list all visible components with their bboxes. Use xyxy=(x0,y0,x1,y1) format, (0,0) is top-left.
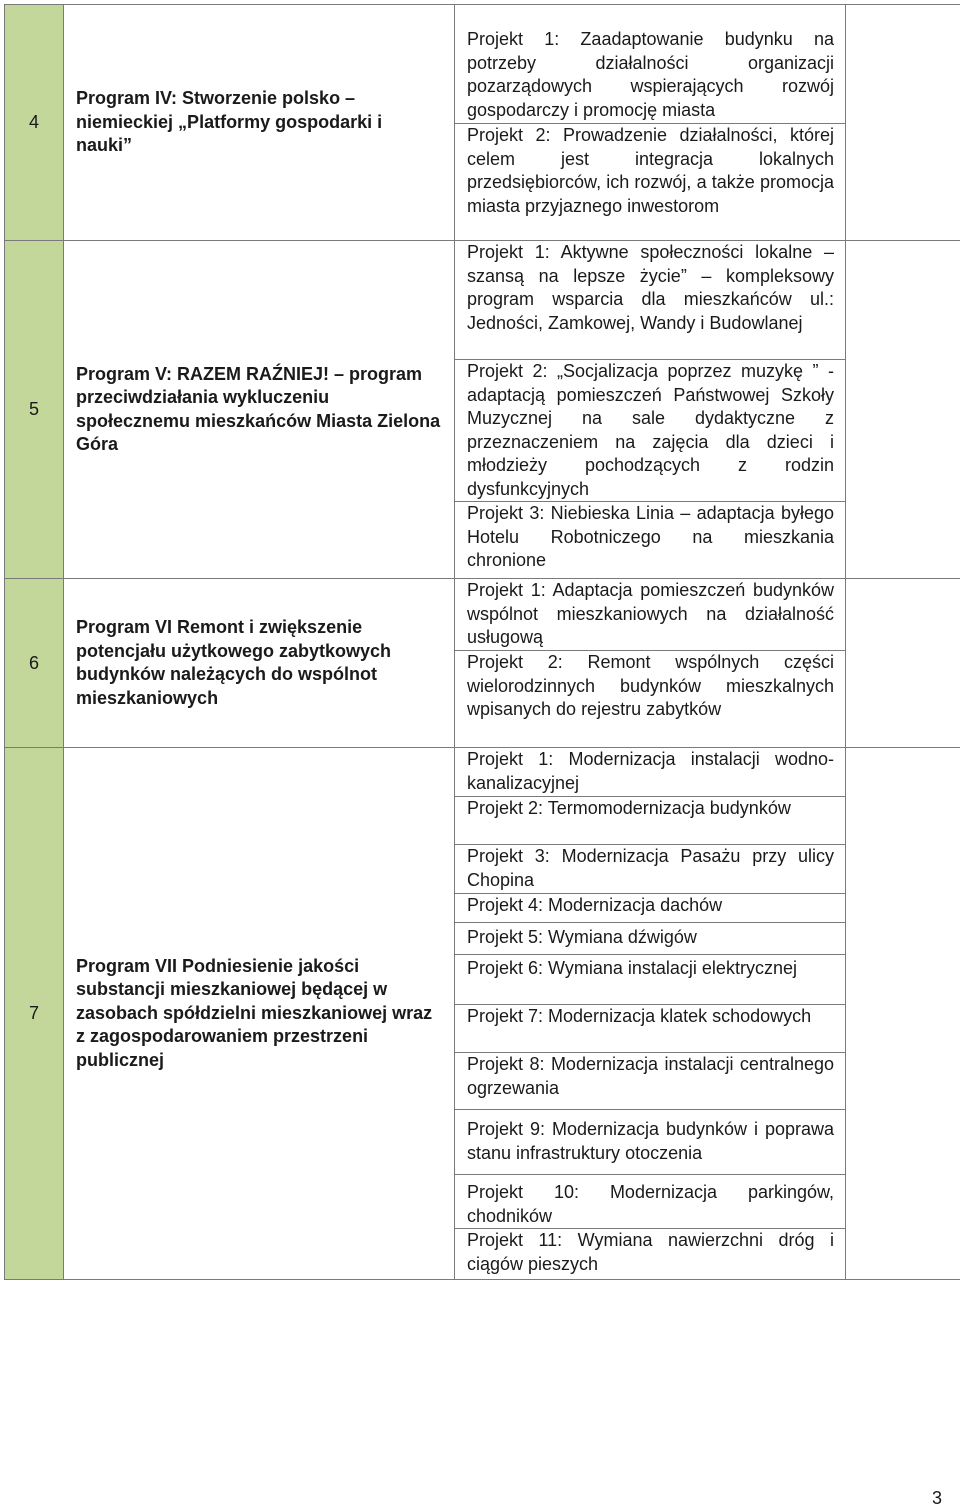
project-item: Projekt 2: Remont wspólnych części wielorodzinnych budynków mieszkalnych wpisanych do rejestru zabytków xyxy=(455,651,845,747)
empty-cell xyxy=(846,241,960,579)
empty-cell xyxy=(846,748,960,1280)
project-item: Projekt 1: Zaadaptowanie budynku na potrzeby działalności organizacji pozarządowych wspierających rozwój gospodarczy i promocję miasta xyxy=(455,5,845,124)
table-row xyxy=(5,579,960,748)
project-item: Projekt 11: Wymiana nawierzchni dróg i ciągów pieszych xyxy=(455,1229,845,1276)
project-item: Projekt 2: „Socjalizacja poprzez muzykę ” - adaptacją pomieszczeń Państwowej Szkoły Muzycznej na sale dydaktyczne z przeznaczeniem na zajęcia dla dzieci i młodzieży pochodzących z rodzin dysfunkcyjnych xyxy=(455,360,845,502)
project-item: Projekt 3: Modernizacja Pasażu przy ulicy Chopina xyxy=(455,845,845,894)
projects-cell xyxy=(455,5,846,241)
program-title: Program V: RAZEM RAŹNIEJ! – program przeciwdziałania wykluczeniu społecznemu mieszkańców Miasta Zielona Góra xyxy=(64,241,455,579)
table-row xyxy=(5,5,960,241)
project-item: Projekt 2: Termomodernizacja budynków xyxy=(455,797,845,845)
project-item: Projekt 7: Modernizacja klatek schodowych xyxy=(455,1005,845,1053)
projects-cell xyxy=(455,748,846,1280)
table-row xyxy=(5,748,960,1280)
project-item: Projekt 1: Aktywne społeczności lokalne – szansą na lepsze życie” – kompleksowy program wsparcia dla mieszkańców ul.: Jedności, Zamkowej, Wandy i Budowlanej xyxy=(455,241,845,360)
project-item: Projekt 1: Adaptacja pomieszczeń budynków wspólnot mieszkaniowych na działalność usługową xyxy=(455,579,845,651)
row-number: 6 xyxy=(5,579,64,748)
row-number: 5 xyxy=(5,241,64,579)
page-number: 3 xyxy=(932,1488,942,1509)
table-row xyxy=(5,241,960,579)
program-title: Program VII Podniesienie jakości substancji mieszkaniowej będącej w zasobach spółdzielni mieszkaniowej wraz z zagospodarowaniem przestrzeni publicznej xyxy=(64,748,455,1280)
project-item: Projekt 5: Wymiana dźwigów xyxy=(455,923,845,955)
project-item: Projekt 10: Modernizacja parkingów, chodników xyxy=(455,1175,845,1229)
empty-cell xyxy=(846,5,960,241)
project-item: Projekt 6: Wymiana instalacji elektrycznej xyxy=(455,955,845,1005)
program-title: Program VI Remont i zwiększenie potencjału użytkowego zabytkowych budynków należących do wspólnot mieszkaniowych xyxy=(64,579,455,748)
row-number: 7 xyxy=(5,748,64,1280)
row-number: 4 xyxy=(5,5,64,241)
project-item: Projekt 2: Prowadzenie działalności, której celem jest integracja lokalnych przedsiębiorców, ich rozwój, a także promocja miasta przyjaznego inwestorom xyxy=(455,124,845,240)
program-title: Program IV: Stworzenie polsko – niemieckiej „Platformy gospodarki i nauki” xyxy=(64,5,455,241)
projects-cell xyxy=(455,579,846,748)
project-item: Projekt 3: Niebieska Linia – adaptacja byłego Hotelu Robotniczego na mieszkania chronione xyxy=(455,502,845,578)
programs-table xyxy=(4,4,960,1280)
projects-cell xyxy=(455,241,846,579)
project-item: Projekt 9: Modernizacja budynków i poprawa stanu infrastruktury otoczenia xyxy=(455,1110,845,1175)
project-item: Projekt 1: Modernizacja instalacji wodno- kanalizacyjnej xyxy=(455,748,845,797)
project-item: Projekt 8: Modernizacja instalacji centralnego ogrzewania xyxy=(455,1053,845,1110)
empty-cell xyxy=(846,579,960,748)
project-item: Projekt 4: Modernizacja dachów xyxy=(455,894,845,923)
